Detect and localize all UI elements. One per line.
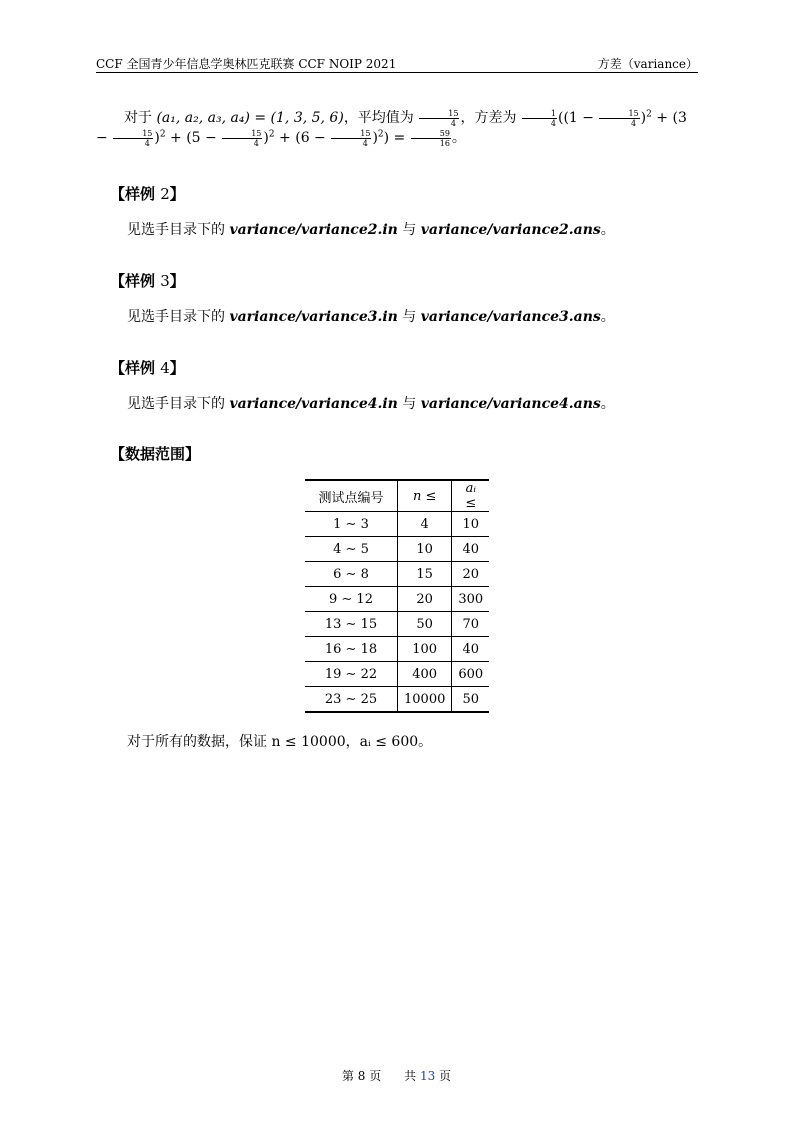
page-number: 第 8 页 [341, 1069, 382, 1083]
result-fraction: $\frac{59}{16}$ [411, 129, 451, 148]
sample-2-text: 见选手目录下的 variance/variance2.in 与 variance/variance2.ans。 [127, 222, 615, 238]
table-row: 4 ∼ 5 10 40 [305, 537, 489, 562]
data-guarantee: 对于所有的数据，保证 n ≤ 10000，aᵢ ≤ 600。 [127, 734, 433, 750]
sample-3-ans-file: variance/variance3.ans [420, 309, 601, 325]
header-n: n ≤ [398, 480, 452, 512]
data-range-heading: 【数据范围】 [110, 445, 201, 463]
sample-4-heading: 【样例 4】 [110, 359, 185, 377]
table-row: 13 ∼ 15 50 70 [305, 612, 489, 637]
table-row: 16 ∼ 18 100 40 [305, 637, 489, 662]
table-row: 1 ∼ 3 4 10 [305, 512, 489, 537]
header-ai: aᵢ ≤ [452, 480, 489, 512]
mean-fraction: $\frac{15}{4}$ [419, 109, 459, 128]
table-row: 6 ∼ 8 15 20 [305, 562, 489, 587]
sample-3-in-file: variance/variance3.in [229, 309, 398, 325]
sample-3-heading: 【样例 3】 [110, 272, 185, 290]
table-header-row [305, 480, 489, 512]
variance-formula: $\frac{1}{4}$ ((1 − $\frac{15}{4}$ )$^2$ + (3 − $\frac{15}{4}$ )$^2$ + (5 − $\frac{15}{4}$ )$^2$ + (6 − $\frac{15}{4}$ )$^2$) = $\frac{59}{16}$ [96, 108, 687, 148]
sample-2-ans-file: variance/variance2.ans [420, 222, 601, 238]
total-pages-link[interactable]: 13 [419, 1069, 436, 1083]
sample-4-text: 见选手目录下的 variance/variance4.in 与 variance/variance4.ans。 [127, 396, 615, 412]
sample-3-text: 见选手目录下的 variance/variance3.in 与 variance/variance3.ans。 [127, 309, 615, 325]
sample-4-in-file: variance/variance4.in [229, 396, 398, 412]
header-contest-title: CCF 全国青少年信息学奥林匹克联赛 CCF NOIP 2021 [96, 57, 397, 71]
example-explanation: 对于 (a₁, a₂, a₃, a₄) = (1, 3, 5, 6)，平均值为 $\frac{15}{4}$ ，方差为 $\frac{1}{4}$ ((1 − $\frac{15}{4}$ )$^2$ + (3 − $\frac{15}{4}$ )$^2$ + (5 − $\frac{15}{4}$ )$^2$ + (6 − $\frac{15}{4}$ )$^2$) = $\frac{59}{16}$ 。 [96, 108, 687, 148]
sample-2-in-file: variance/variance2.in [229, 222, 398, 238]
sample-4-ans-file: variance/variance4.ans [420, 396, 601, 412]
header-problem-title: 方差（variance） [597, 57, 698, 71]
data-range-table [305, 479, 489, 713]
page-header [96, 52, 698, 73]
table-row: 9 ∼ 12 20 300 [305, 587, 489, 612]
example-tuple: (a₁, a₂, a₃, a₄) = (1, 3, 5, 6) [156, 110, 344, 126]
page-footer: 第 8 页 共 13 页 [341, 1069, 452, 1083]
table-row: 19 ∼ 22 400 600 [305, 662, 489, 687]
sample-2-heading: 【样例 2】 [110, 185, 185, 203]
header-testcase: 测试点编号 [318, 490, 384, 506]
table-row: 23 ∼ 25 10000 50 [305, 687, 489, 713]
